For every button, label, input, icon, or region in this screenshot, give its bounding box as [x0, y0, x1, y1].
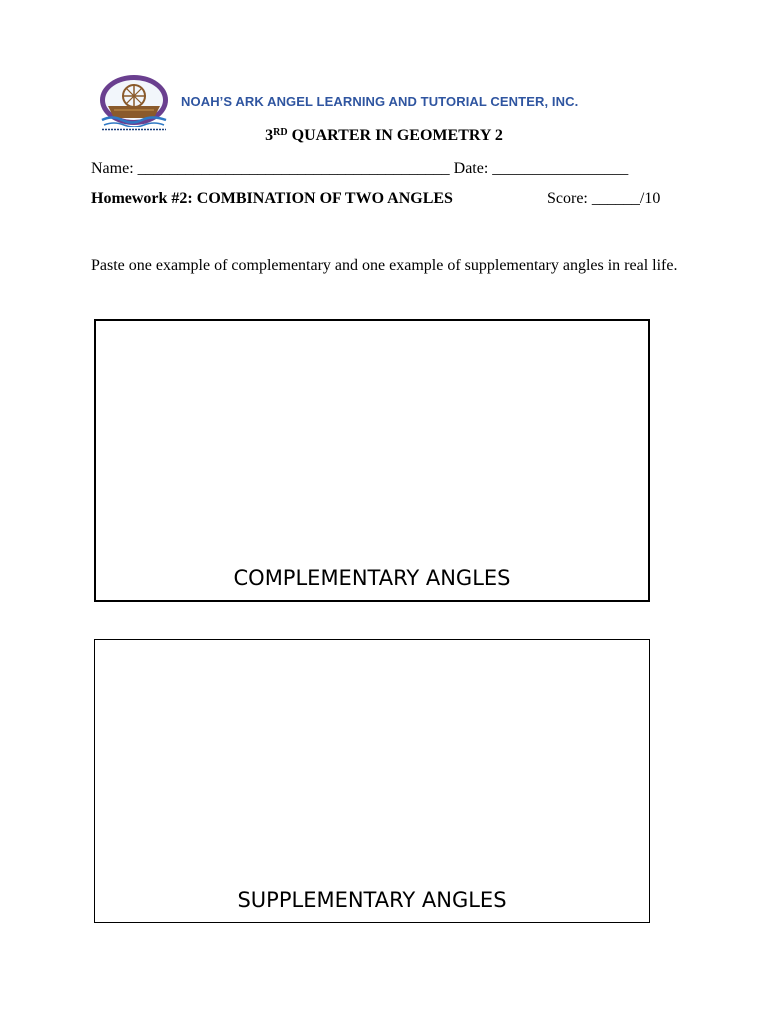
- complementary-angles-label: COMPLEMENTARY ANGLES: [233, 566, 511, 590]
- quarter-title: [0, 127, 768, 145]
- supplementary-angles-label: SUPPLEMENTARY ANGLES: [237, 888, 507, 912]
- score-line: Score: ______/10: [547, 190, 661, 207]
- school-logo: [94, 70, 174, 134]
- quarter-number: 3: [265, 127, 274, 144]
- supplementary-angles-box: [94, 639, 650, 923]
- organization-name: NOAH’S ARK ANGEL LEARNING AND TUTORIAL CENTER, INC.: [181, 94, 579, 109]
- quarter-subject: QUARTER IN GEOMETRY 2: [287, 127, 503, 144]
- instructions-text: Paste one example of complementary and one example of supplementary angles in real life.: [91, 257, 678, 274]
- homework-title: Homework #2: COMBINATION OF TWO ANGLES: [91, 190, 453, 207]
- quarter-suffix: RD: [273, 127, 288, 138]
- name-date-line: Name: _______________________________________ Date: _________________: [91, 160, 629, 177]
- complementary-angles-box: [94, 319, 650, 602]
